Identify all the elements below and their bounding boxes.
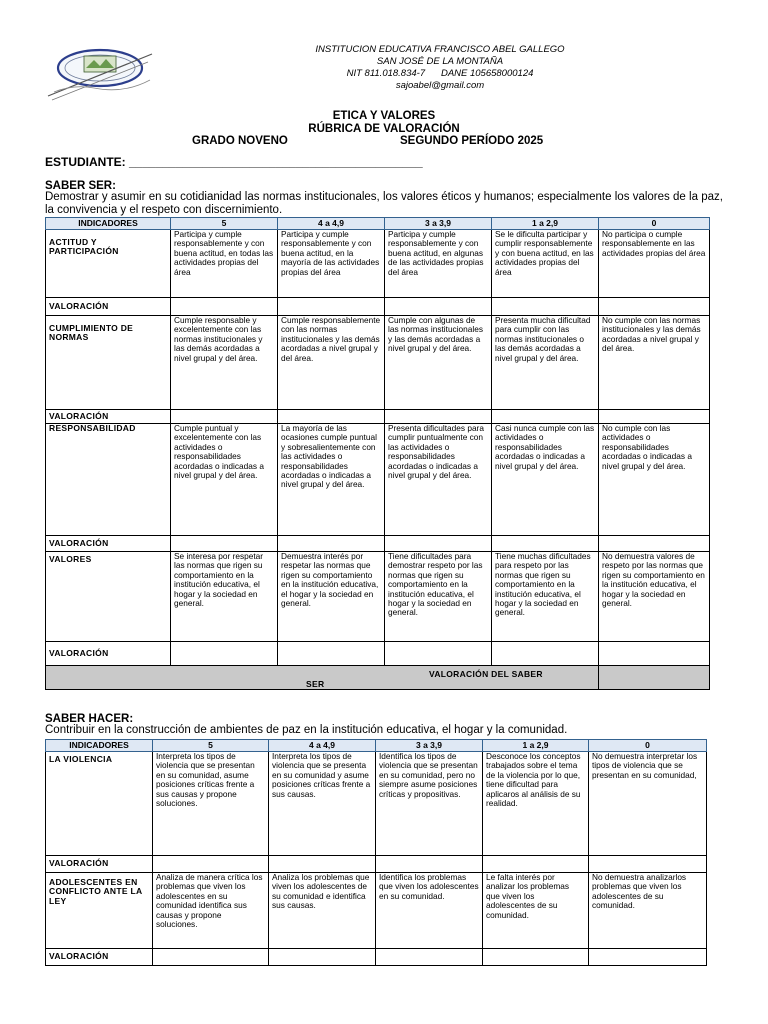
- title-subject: ETICA Y VALORES: [332, 110, 436, 122]
- institution-header: [240, 44, 640, 92]
- criteria-cell: Participa y cumple responsablemente y con buena actitud, en algunas de las actividades propias del área: [385, 230, 492, 298]
- grade-cell[interactable]: [492, 410, 599, 424]
- criteria-cell: Cumple con algunas de las normas institucionales y las demás acordadas a nivel grupal y del área.: [385, 316, 492, 410]
- valoracion-row: [46, 642, 710, 666]
- grade-cell[interactable]: [589, 949, 707, 966]
- valoracion-row: [46, 298, 710, 316]
- document-title: [44, 110, 724, 148]
- table-row: [46, 316, 710, 410]
- criteria-cell: No demuestra interpretar los tipos de violencia que se presentan en su comunidad,: [589, 752, 707, 856]
- institution-name: INSTITUCION EDUCATIVA FRANCISCO ABEL GALLEGO: [315, 44, 565, 55]
- col-indicadores: INDICADORES: [46, 218, 171, 230]
- grade-cell[interactable]: [599, 410, 710, 424]
- grade-cell[interactable]: [376, 856, 483, 873]
- indicator-cell: ADOLESCENTES EN CONFLICTO ANTE LA LEY: [46, 873, 153, 949]
- student-field: ESTUDIANTE: ____________________________________________: [45, 155, 423, 169]
- criteria-cell: Demuestra interés por respetar las normas que rigen su comportamiento en la institución educativa, el hogar y la sociedad en general.: [278, 552, 385, 642]
- col-1: 1 a 2,9: [492, 218, 599, 230]
- col-4: 4 a 4,9: [269, 740, 376, 752]
- valoracion-row: [46, 949, 707, 966]
- criteria-cell: Se le dificulta participar y cumplir responsablemente y con buena actitud, en las actividades propias del área: [492, 230, 599, 298]
- indicator-cell: CUMPLIMIENTO DE NORMAS: [46, 316, 171, 410]
- title-grade: GRADO NOVENO: [192, 135, 288, 147]
- criteria-cell: Participa y cumple responsablemente y con buena actitud, en todas las actividades propias del área: [171, 230, 278, 298]
- grade-cell[interactable]: [171, 298, 278, 316]
- title-grade-row: [44, 135, 724, 148]
- table-row: [46, 752, 707, 856]
- indicator-cell: RESPONSABILIDAD: [46, 424, 171, 536]
- criteria-cell: Cumple responsable y excelentemente con las normas institucionales y las demás acordadas a nivel grupal y del área.: [171, 316, 278, 410]
- grade-cell[interactable]: [483, 856, 589, 873]
- criteria-cell: Interpreta los tipos de violencia que se presenta en su comunidad y asume posiciones críticas frente a sus causas.: [269, 752, 376, 856]
- valoracion-label: VALORACIÓN: [46, 856, 153, 873]
- criteria-cell: Participa y cumple responsablemente y con buena actitud, en la mayoría de las actividades propias del área: [278, 230, 385, 298]
- dane: DANE 105658000124: [440, 68, 534, 79]
- grade-cell[interactable]: [171, 642, 278, 666]
- grade-cell[interactable]: [492, 536, 599, 552]
- grade-cell[interactable]: [278, 298, 385, 316]
- grade-cell[interactable]: [599, 536, 710, 552]
- valoracion-label: VALORACIÓN: [46, 536, 171, 552]
- table-row: [46, 230, 710, 298]
- institution-email: sajoabel@gmail.com: [395, 80, 485, 91]
- grade-cell[interactable]: [278, 410, 385, 424]
- col-indicadores: INDICADORES: [46, 740, 153, 752]
- saber-hacer-description: Contribuir en la construcción de ambientes de paz en la institución educativa, el hogar y la comunidad.: [45, 724, 568, 736]
- grade-cell[interactable]: [492, 642, 599, 666]
- saber-hacer-table: [45, 739, 707, 966]
- table-row: [46, 552, 710, 642]
- valoracion-label: VALORACIÓN: [46, 642, 171, 666]
- grade-cell[interactable]: [269, 949, 376, 966]
- grade-cell[interactable]: [278, 642, 385, 666]
- summary-label-b: SER: [306, 679, 325, 689]
- col-0: 0: [599, 218, 710, 230]
- grade-cell[interactable]: [171, 536, 278, 552]
- criteria-cell: Identifica los tipos de violencia que se presentan en su comunidad, pero no siempre asume posiciones críticas y propositivas.: [376, 752, 483, 856]
- criteria-cell: Analiza de manera crítica los problemas que viven los adolescentes en su comunidad identifica sus causas y propone soluciones.: [153, 873, 269, 949]
- col-3: 3 a 3,9: [385, 218, 492, 230]
- valoracion-label: VALORACIÓN: [46, 410, 171, 424]
- saber-ser-description: Demostrar y asumir en su cotidianidad las normas institucionales, los valores éticos y humanos; especialmente los valores de la paz, la convivencia y el respeto con discernimiento.: [45, 191, 723, 216]
- criteria-cell: No participa o cumple responsablemente en las actividades propias del área: [599, 230, 710, 298]
- summary-label-a: VALORACIÓN DEL SABER: [429, 669, 543, 679]
- summary-row: [46, 666, 710, 690]
- criteria-cell: La mayoría de las ocasiones cumple puntual y sobresalientemente con las actividades o responsabilidades acordadas o indicadas a nivel grupal y del área.: [278, 424, 385, 536]
- criteria-cell: Le falta interés por analizar los problemas que viven los adolescentes de su comunidad.: [483, 873, 589, 949]
- grade-cell[interactable]: [599, 642, 710, 666]
- valoracion-label: VALORACIÓN: [46, 298, 171, 316]
- table-row: [46, 873, 707, 949]
- saber-hacer-heading: SABER HACER:: [45, 713, 134, 725]
- valoracion-row: [46, 856, 707, 873]
- criteria-cell: Casi nunca cumple con las actividades o responsabilidades acordadas o indicadas a nivel grupal y del área.: [492, 424, 599, 536]
- grade-cell[interactable]: [385, 410, 492, 424]
- table-header-row: [46, 218, 710, 230]
- summary-label-cell: [46, 666, 599, 690]
- grade-cell[interactable]: [589, 856, 707, 873]
- criteria-cell: Analiza los problemas que viven los adolescentes de su comunidad e identifica sus causas.: [269, 873, 376, 949]
- criteria-cell: Se interesa por respetar las normas que rigen su comportamiento en la institución educativa, el hogar y la sociedad en general.: [171, 552, 278, 642]
- grade-cell[interactable]: [385, 536, 492, 552]
- grade-cell[interactable]: [171, 410, 278, 424]
- criteria-cell: Tiene muchas dificultades para respeto por las normas que rigen su comportamiento en la institución educativa, el hogar y la sociedad en general.: [492, 552, 599, 642]
- col-5: 5: [171, 218, 278, 230]
- indicator-cell: VALORES: [46, 552, 171, 642]
- grade-cell[interactable]: [153, 856, 269, 873]
- grade-cell[interactable]: [376, 949, 483, 966]
- grade-cell[interactable]: [385, 642, 492, 666]
- criteria-cell: No cumple con las normas institucionales y las demás acordadas a nivel grupal y del área.: [599, 316, 710, 410]
- institution-location: SAN JOSÉ DE LA MONTAÑA: [376, 56, 504, 67]
- criteria-cell: No demuestra valores de respeto por las normas que rigen su comportamiento en la institución educativa, el hogar y la sociedad en general.: [599, 552, 710, 642]
- grade-cell[interactable]: [385, 298, 492, 316]
- criteria-cell: Presenta dificultades para cumplir puntualmente con las actividades o responsabilidades acordadas o indicadas a nivel grupal y del área.: [385, 424, 492, 536]
- summary-grade-cell[interactable]: [599, 666, 710, 690]
- col-5: 5: [153, 740, 269, 752]
- col-0: 0: [589, 740, 707, 752]
- criteria-cell: Desconoce los conceptos trabajados sobre el tema de la violencia por lo que, tiene dificultad para aplicaros al análisis de su realidad.: [483, 752, 589, 856]
- grade-cell[interactable]: [483, 949, 589, 966]
- grade-cell[interactable]: [599, 298, 710, 316]
- grade-cell[interactable]: [492, 298, 599, 316]
- criteria-cell: Tiene dificultades para demostrar respeto por las normas que rigen su comportamiento en la institución educativa, el hogar y la sociedad en general.: [385, 552, 492, 642]
- saber-ser-table: [45, 217, 710, 690]
- col-3: 3 a 3,9: [376, 740, 483, 752]
- title-period: SEGUNDO PERÍODO 2025: [400, 135, 544, 147]
- institution-ids: [240, 68, 640, 80]
- criteria-cell: Cumple responsablemente con las normas institucionales y las demás acordadas a nivel grupal y del área.: [278, 316, 385, 410]
- table-row: [46, 424, 710, 536]
- grade-cell[interactable]: [278, 536, 385, 552]
- criteria-cell: Cumple puntual y excelentemente con las actividades o responsabilidades acordadas o indicadas a nivel grupal y del área.: [171, 424, 278, 536]
- criteria-cell: Interpreta los tipos de violencia que se presentan en su comunidad, asume posiciones críticas frente a sus causas y propone soluciones.: [153, 752, 269, 856]
- valoracion-label: VALORACIÓN: [46, 949, 153, 966]
- criteria-cell: Identifica los problemas que viven los adolescentes en su comunidad.: [376, 873, 483, 949]
- saber-ser-heading: SABER SER:: [45, 180, 116, 192]
- table-header-row: [46, 740, 707, 752]
- title-rubric: RÚBRICA DE VALORACIÓN: [308, 122, 460, 135]
- criteria-cell: No cumple con las actividades o responsabilidades acordadas o indicadas a nivel grupal y del área.: [599, 424, 710, 536]
- col-1: 1 a 2,9: [483, 740, 589, 752]
- criteria-cell: No demuestra analizarlos problemas que viven los adolescentes de su comunidad.: [589, 873, 707, 949]
- grade-cell[interactable]: [269, 856, 376, 873]
- valoracion-row: [46, 410, 710, 424]
- valoracion-row: [46, 536, 710, 552]
- grade-cell[interactable]: [153, 949, 269, 966]
- indicator-cell: LA VIOLENCIA: [46, 752, 153, 856]
- school-logo: [44, 44, 156, 102]
- criteria-cell: Presenta mucha dificultad para cumplir con las normas institucionales o las demás acordadas a nivel grupal y del área.: [492, 316, 599, 410]
- nit: NIT 811.018.834-7: [346, 68, 426, 79]
- col-4: 4 a 4,9: [278, 218, 385, 230]
- indicator-cell: ACTITUD Y PARTICIPACIÓN: [46, 230, 171, 298]
